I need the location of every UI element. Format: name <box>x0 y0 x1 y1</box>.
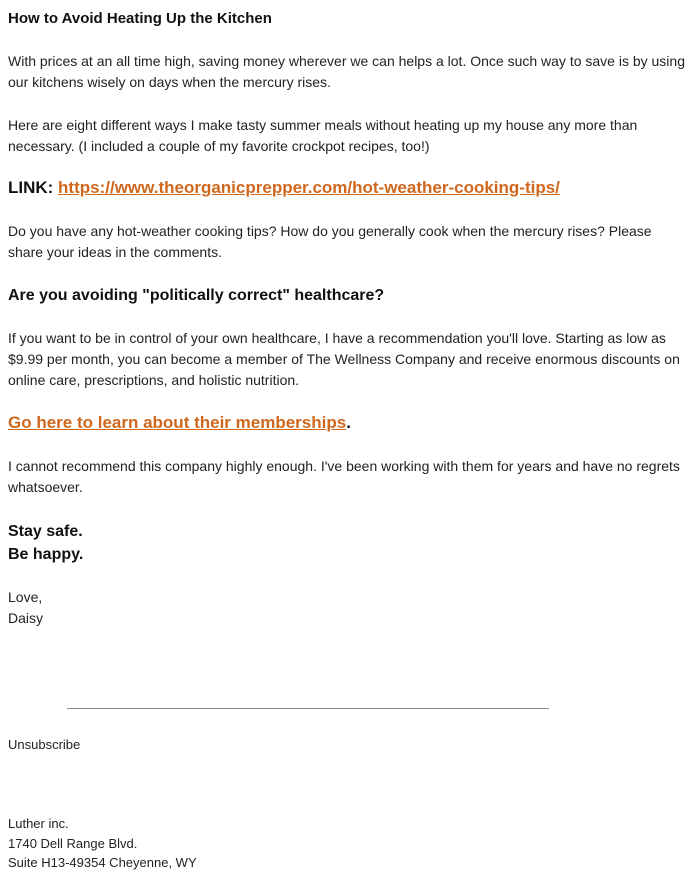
company-name: Luther inc. <box>8 816 69 831</box>
article-title: How to Avoid Heating Up the Kitchen <box>8 10 272 27</box>
address-line-1: 1740 Dell Range Blvd. <box>8 835 138 851</box>
intro-paragraph: With prices at an all time high, saving money wherever we can helps a lot. Once such way to save is by using our kitchens wisely on days when the mercury rises. <box>8 53 685 90</box>
author-name: Daisy <box>8 610 44 626</box>
address-line-2: Suite H13-49354 Cheyenne, WY <box>8 855 197 870</box>
cta-period: . <box>346 413 351 432</box>
unsubscribe-link[interactable]: Unsubscribe <box>8 737 81 752</box>
signoff-line-1: Stay safe. <box>8 523 83 540</box>
closing <box>8 587 43 629</box>
article-link[interactable]: https://www.theorganicprepper.com/hot-weather-cooking-tips/ <box>58 178 560 197</box>
memberships-link[interactable]: Go here to learn about their memberships <box>8 413 347 432</box>
link-label: LINK: <box>8 178 59 197</box>
signoff-line-2: Be happy. <box>8 546 84 563</box>
company-address <box>8 814 197 873</box>
closing-word: Love, <box>8 589 43 605</box>
question-paragraph: Do you have any hot-weather cooking tips? How do you generally cook when the mercury rises? Please share your ideas in the comments. <box>8 223 652 260</box>
promo-heading: Are you avoiding "politically correct" healthcare? <box>8 287 385 304</box>
details-paragraph: Here are eight different ways I make tasty summer meals without heating up my house any more than necessary. (I included a couple of my favorite crockpot recipes, too!) <box>8 117 638 154</box>
promo-cta-line <box>8 413 351 433</box>
promo-body: If you want to be in control of your own healthcare, I have a recommendation you'll love. Starting as low as $9.99 per month, you can become a member of The Wellness Company and receive enormous discounts on online care, prescriptions, and holistic nutrition. <box>8 330 680 388</box>
footer-divider <box>67 708 549 709</box>
article-link-line <box>8 178 560 198</box>
endorsement-paragraph: I cannot recommend this company highly enough. I've been working with them for years and have no regrets whatsoever. <box>8 458 680 495</box>
signoff <box>8 520 83 566</box>
